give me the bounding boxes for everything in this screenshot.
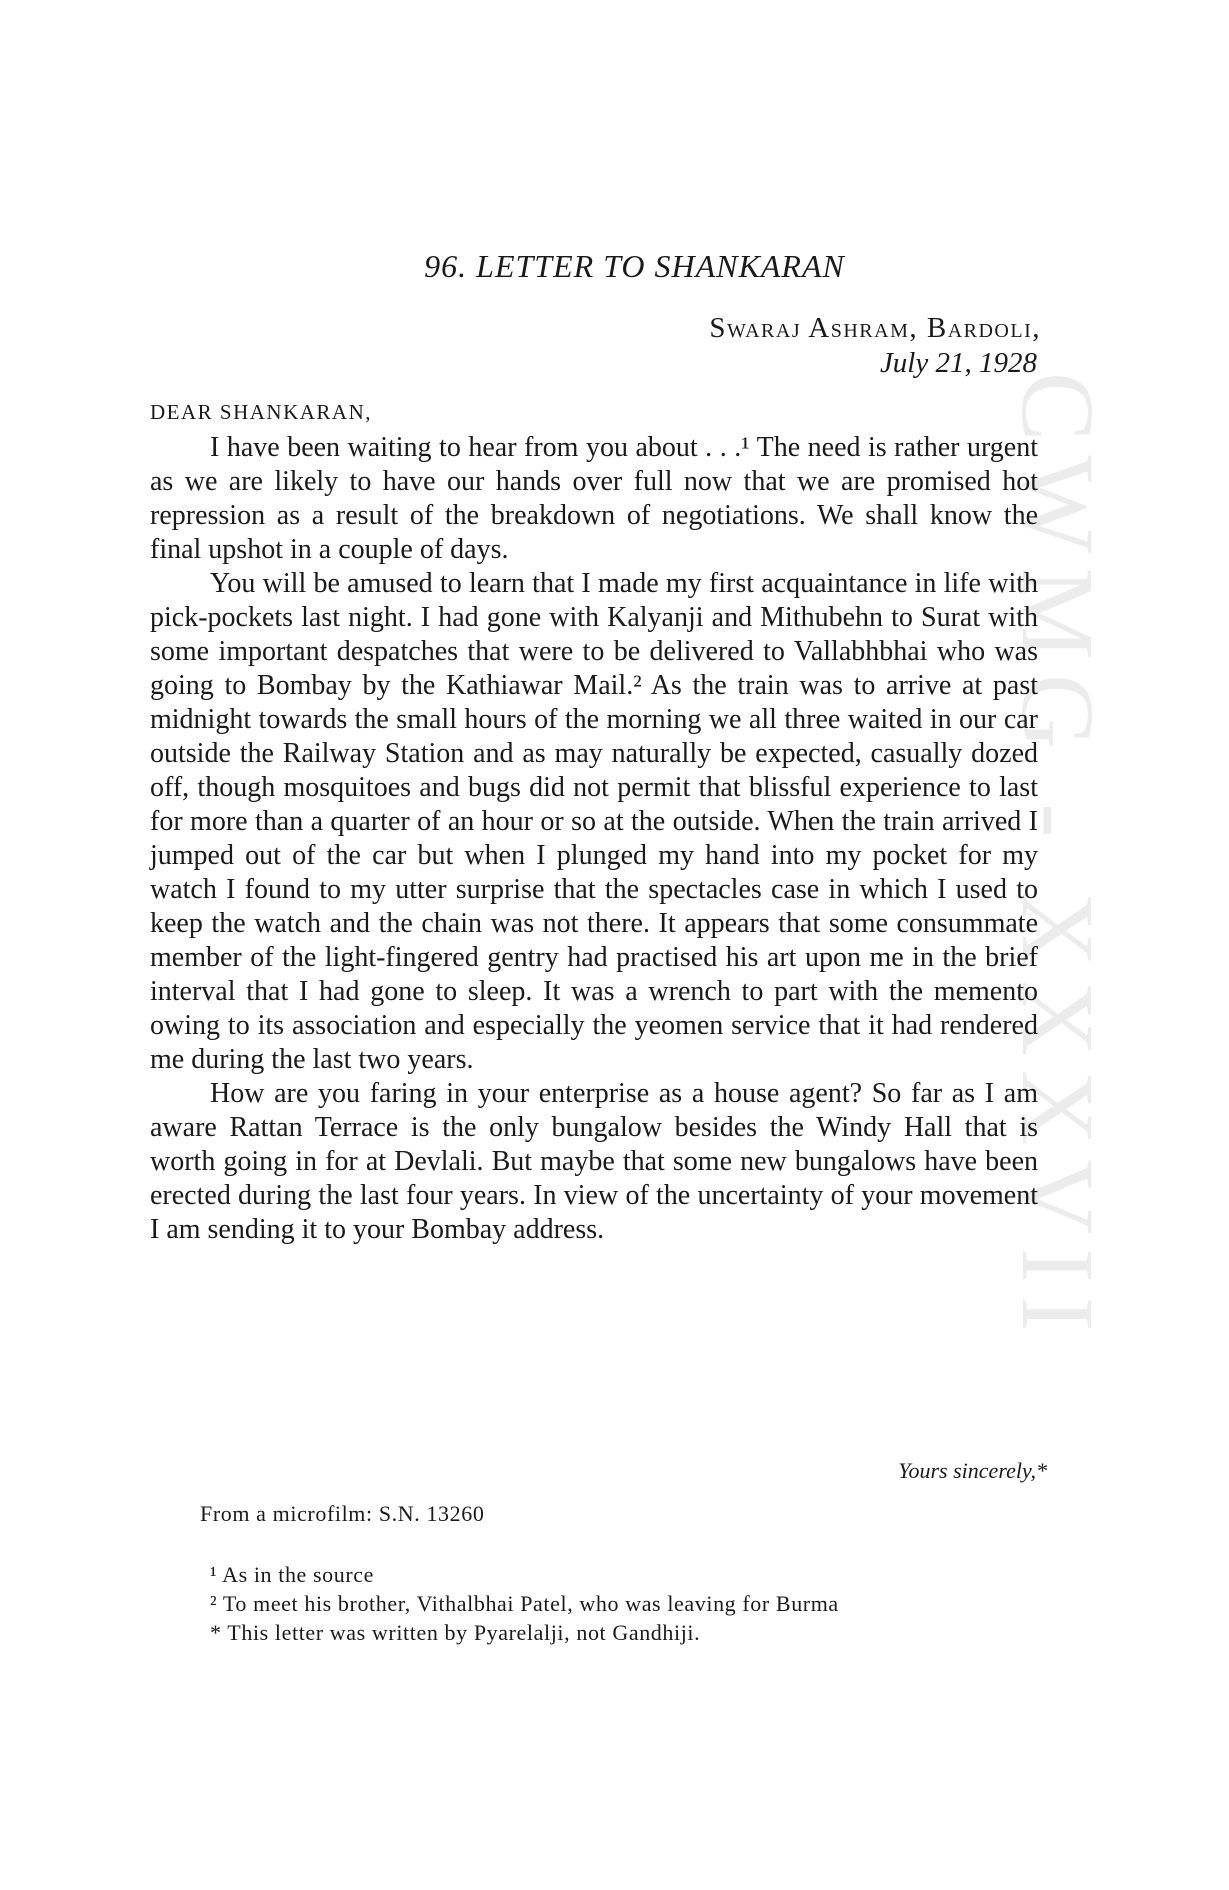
paragraph-1: I have been waiting to hear from you about . . .¹ The need is rather urgent as we are likely to have our hands over full now that we are promised hot repression as a result of the breakdown of negotiations. We shall know the final upshot in a couple of days. <box>150 432 1038 565</box>
footnotes <box>210 1560 839 1647</box>
letter-body <box>150 431 1038 1247</box>
letter-place: Swaraj Ashram, Bardoli, <box>709 312 1041 344</box>
footnote-3: * This letter was written by Pyarelalji, not Gandhiji. <box>210 1620 701 1645</box>
footnote-1: ¹ As in the source <box>210 1562 375 1587</box>
watermark: CWMG - XXXVII <box>1000 372 1115 1346</box>
paragraph-2: You will be amused to learn that I made my first acquaintance in life with pick-pockets last night. I had gone with Kalyanji and Mithubehn to Surat with some important despatches that were to be delivered to Vallabhbhai who was going to Bombay by the Kathiawar Mail.² As the train was to arrive at past midnight towards the small hours of the morning we all three waited in our car outside the Railway Station and as may naturally be expected, casually dozed off, though mosquitoes and bugs did not permit that blissful experience to last for more than a quarter of an hour or so at the outside. When the train arrived I jumped out of the car but when I plunged my hand into my pocket for my watch I found to my utter surprise that the spectacles case in which I used to keep the watch and the chain was not there. It appears that some consummate member of the light-fingered gentry had practised his art upon me in the brief interval that I had gone to sleep. It was a wrench to part with the memento owing to its association and especially the yeomen service that it had rendered me during the last two years. <box>150 568 1038 1075</box>
paragraph-3: How are you faring in your enterprise as a house agent? So far as I am aware Rattan Terrace is the only bungalow besides the Windy Hall that is worth going in for at Devlali. But maybe that some new bungalows have been erected during the last four years. In view of the uncertainty of your movement I am sending it to your Bombay address. <box>150 1078 1038 1245</box>
letter-heading: 96. LETTER TO SHANKARAN <box>424 248 845 284</box>
source-note: From a microfilm: S.N. 13260 <box>200 1501 485 1526</box>
salutation: DEAR SHANKARAN, <box>150 400 373 424</box>
closing: Yours sincerely,* <box>898 1458 1047 1483</box>
letter-date: July 21, 1928 <box>879 347 1037 379</box>
footnote-2: ² To meet his brother, Vithalbhai Patel, who was leaving for Burma <box>210 1591 839 1616</box>
